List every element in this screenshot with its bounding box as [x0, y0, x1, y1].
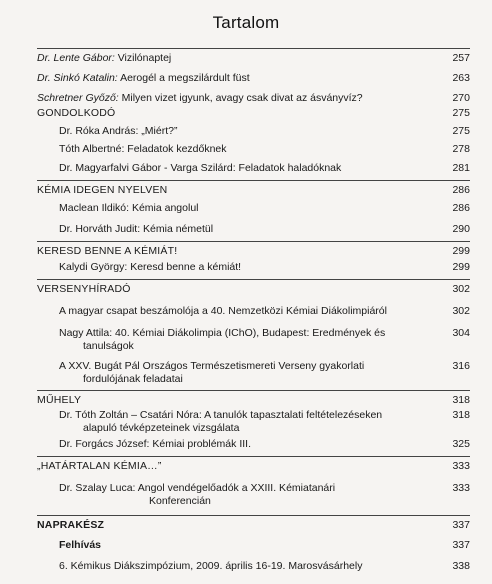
entry-title: Milyen vizet igyunk, avagy csak divat az ásványvíz?: [118, 92, 363, 104]
toc-item: Dr. Tóth Zoltán – Csatári Nóra: A tanulók tapasztalati feltételezéseken alapuló tévképzeteinek vizsgálata 318: [59, 409, 470, 434]
entry-author: Dr. Lente Gábor:: [37, 52, 115, 64]
section-heading: KERESD BENNE A KÉMIÁT! 299: [37, 245, 470, 257]
entry-author: Schretner Győző:: [37, 92, 119, 104]
toc-entry: [37, 72, 470, 85]
toc-item: Felhívás 337: [59, 539, 470, 551]
toc-item: A magyar csapat beszámolója a 40. Nemzetközi Kémiai Diákolimpiáról 302: [59, 305, 470, 317]
entry-page: 270: [452, 92, 470, 104]
toc-item: 6. Kémikus Diákszimpózium, 2009. április 16-19. Marosvásárhely 338: [59, 560, 470, 572]
toc-item: Tóth Albertné: Feladatok kezdőknek 278: [59, 143, 470, 155]
entry-page: 257: [452, 52, 470, 64]
toc-entry: [37, 92, 470, 105]
toc-item: Maclean Ildikó: Kémia angolul 286: [59, 202, 470, 214]
section-heading: GONDOLKODÓ 275: [37, 107, 470, 119]
divider: [37, 390, 470, 391]
divider: [37, 456, 470, 457]
toc-item: Dr. Róka András: „Miért?” 275: [59, 125, 470, 137]
toc-item: Nagy Attila: 40. Kémiai Diákolimpia (IChO), Budapest: Eredmények és tanulságok 304: [59, 327, 470, 352]
toc-item: Dr. Forgács József: Kémiai problémák III. 325: [59, 438, 470, 450]
toc-item: A XXV. Bugát Pál Országos Természetismereti Verseny gyakorlati fordulójának feladatai 316: [59, 360, 470, 385]
page-title: Tartalom: [212, 13, 280, 32]
section-heading: MŰHELY 318: [37, 394, 470, 406]
toc-item: Dr. Szalay Luca: Angol vendégelőadók a XXIII. Kémiatanári Konferencián 333: [59, 482, 470, 507]
section-heading: KÉMIA IDEGEN NYELVEN 286: [37, 184, 470, 196]
entry-title: Aerogél a megszilárdult füst: [117, 72, 250, 84]
toc-item: Kalydi György: Keresd benne a kémiát! 299: [59, 261, 470, 273]
divider: [37, 279, 470, 280]
toc-entry: [37, 52, 470, 65]
entry-page: 263: [452, 72, 470, 84]
divider: [37, 48, 470, 49]
toc-item: Dr. Horváth Judit: Kémia németül 290: [59, 223, 470, 235]
section-heading: „HATÁRTALAN KÉMIA…” 333: [37, 460, 470, 472]
section-heading: NAPRAKÉSZ 337: [37, 519, 470, 531]
divider: [37, 515, 470, 516]
entry-author: Dr. Sinkó Katalin:: [37, 72, 118, 84]
entry-title: Vizilónaptej: [114, 52, 172, 64]
divider: [37, 241, 470, 242]
table-of-contents: [37, 46, 470, 573]
toc-item: Dr. Magyarfalvi Gábor - Varga Szilárd: Feladatok haladóknak 281: [59, 162, 470, 174]
section-heading: VERSENYHÍRADÓ 302: [37, 283, 470, 295]
divider: [37, 180, 470, 181]
